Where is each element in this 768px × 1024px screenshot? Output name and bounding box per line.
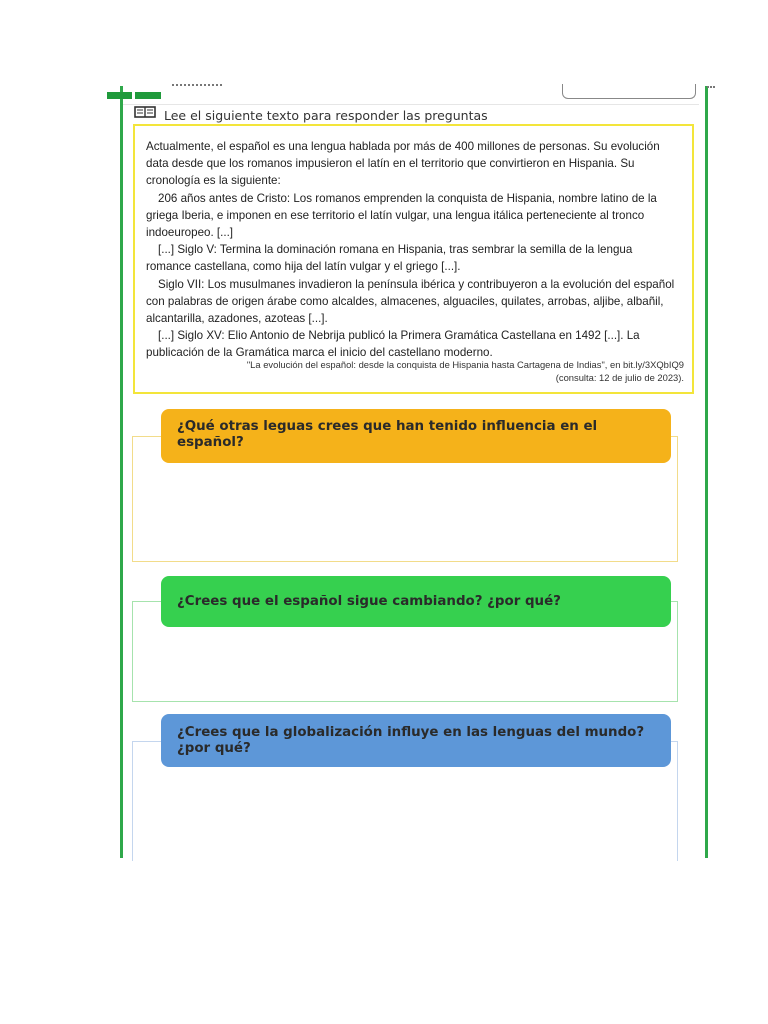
header-name-field <box>562 84 696 99</box>
reading-paragraph-siglo-vii: Siglo VII: Los musulmanes invadieron la península ibérica y contribuyeron a la evolución del español con palabras de origen árabe como alcaldes, almacenes, alguaciles, quilates, arrobas, aljibe, albañil, alcantarilla, azadones, azoteas [...]. <box>146 277 675 326</box>
source-citation-date: (consulta: 12 de julio de 2023). <box>555 372 684 383</box>
header-green-tab <box>107 92 161 99</box>
source-citation-title: "La evolución del español: desde la conquista de Hispania hasta Cartagena de Indias", en bit.ly/3XQbIQ9 <box>246 359 684 370</box>
reading-paragraph-siglo-v: [...] Siglo V: Termina la dominación romana en Hispania, tras sembrar la semilla de la lengua romance castellana, como hija del latín vulgar y el griego [...]. <box>146 243 633 274</box>
header-cropped-mark <box>707 86 715 94</box>
reading-paragraph-206bc: 206 años antes de Cristo: Los romanos emprenden la conquista de Hispania, nombre latino de la griega Iberia, e imponen en ese territorio el latín vulgar, una lengua itálica perteneciente al tronco indoeuropeo. [...] <box>146 191 657 240</box>
book-icon <box>134 106 156 118</box>
instruction-text: Lee el siguiente texto para responder las preguntas <box>164 108 488 123</box>
question-3-banner <box>161 714 671 767</box>
question-2-banner <box>161 576 671 627</box>
header-cropped-text <box>172 84 222 92</box>
source-citation <box>144 358 684 384</box>
question-1-text: ¿Qué otras leguas crees que han tenido influencia en el español? <box>177 419 598 450</box>
question-2-text: ¿Crees que el español sigue cambiando? ¿por qué? <box>177 594 561 609</box>
question-3-text: ¿Crees que la globalización influye en las lenguas del mundo? ¿por qué? <box>177 725 645 756</box>
question-1-banner <box>161 409 671 463</box>
reading-passage <box>133 124 694 394</box>
reading-paragraph-intro: Actualmente, el español es una lengua hablada por más de 400 millones de personas. Su evolución data desde que los romanos impusieron el latín en el territorio que convirtieron en Hispania. Su cronología es la siguiente: <box>146 140 660 188</box>
reading-paragraph-siglo-xv: [...] Siglo XV: Elio Antonio de Nebrija publicó la Primera Gramática Castellana en 1492 [...]. La publicación de la Gramática marca el inicio del castellano moderno. <box>146 329 640 360</box>
header-divider <box>123 104 699 105</box>
